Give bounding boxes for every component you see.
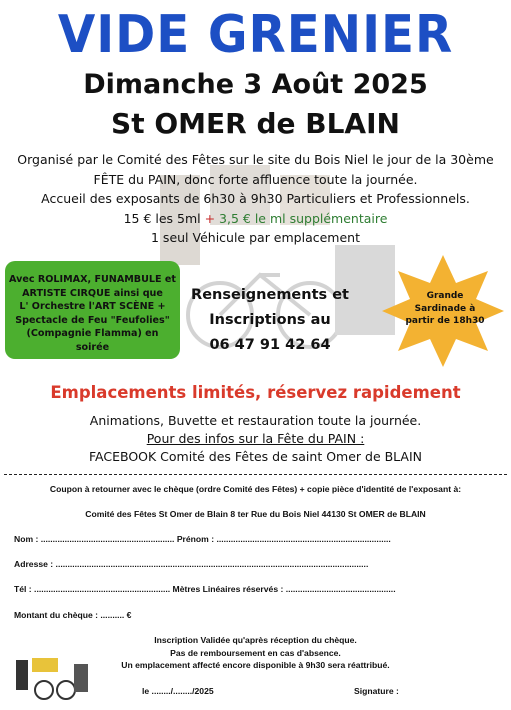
event-date: Dimanche 3 Août 2025 (83, 69, 428, 100)
sardinade-line: partir de 18h30 (405, 316, 485, 326)
entertainment-box (5, 261, 180, 359)
limited-spots-notice: Emplacements limités, réservez rapidement (50, 383, 461, 402)
check-amount-field[interactable]: Montant du chèque : .......... € (14, 610, 132, 620)
price-extra: 3,5 € le ml supplémentaire (219, 210, 388, 226)
contact-phone: 06 47 91 42 64 (209, 337, 331, 353)
entertainment-line: (Compagnie Flamma) en soirée (26, 328, 159, 353)
intro-text (0, 150, 511, 248)
coupon-instructions: Coupon à retourner avec le chèque (ordre Comité des Fêtes) + copie pièce d'identité de l'exposant à: (49, 484, 462, 494)
contact-info (180, 283, 360, 358)
facebook-reference: FACEBOOK Comité des Fêtes de saint Omer de BLAIN (88, 449, 423, 464)
entertainment-line: Avec ROLIMAX, FUNAMBULE et (9, 274, 176, 285)
event-title: VIDE GRENIER (57, 5, 454, 65)
intro-line: 1 seul Véhicule par emplacement (151, 230, 360, 245)
entertainment-line: L' Orchestre l'ART SCÈNE + (19, 301, 166, 312)
note-line: Pas de remboursement en cas d'absence. (170, 647, 341, 658)
animations-text: Animations, Buvette et restauration toute la journée. (89, 413, 422, 428)
sardinade-line: Grande (426, 291, 464, 301)
cut-line-divider (4, 474, 507, 475)
note-line: Un emplacement affecté encore disponible à 9h30 sera réattribué. (121, 660, 390, 670)
sardinade-line: Sardinade à (414, 303, 476, 314)
price-line (0, 209, 511, 229)
date-field[interactable]: le ......../......../2025 (142, 686, 214, 696)
price-plus: + (200, 210, 220, 226)
sardinade-text (400, 290, 490, 328)
mailing-address: Comité des Fêtes St Omer de Blain 8 ter Rue du Bois Niel 44130 St OMER de BLAIN (85, 509, 426, 519)
event-place: St OMER de BLAIN (111, 107, 400, 140)
entertainment-line: ARTISTE CIRQUE ainsi que (22, 287, 163, 299)
intro-line: Organisé par le Comité des Fêtes sur le site du Bois Niel le jour de la 30ème (17, 152, 494, 167)
intro-line: FÊTE du PAIN, donc forte affluence toute la journée. (93, 171, 418, 187)
intro-line: Accueil des exposants de 6h30 à 9h30 Particuliers et Professionnels. (41, 191, 470, 206)
entertainment-line: Spectacle de Feu "Feufolies" (15, 314, 170, 326)
address-field[interactable]: Adresse : ................................................................................................................................... (14, 559, 369, 569)
infos-heading: Pour des infos sur la Fête du PAIN : (146, 431, 365, 446)
contact-line: Renseignements et (191, 287, 349, 303)
name-field[interactable]: Nom : ........................................................ Prénom : ......................................................................... (14, 534, 391, 544)
price-base: 15 € les 5ml (123, 210, 201, 226)
contact-line: Inscriptions au (209, 312, 331, 328)
phone-meters-field[interactable]: Tél : ......................................................... Mètres Linéaires réservés : .............................................. (14, 584, 396, 594)
flyer-thumbnail-image (14, 656, 92, 702)
note-line: Inscription Validée qu'après réception du chèque. (154, 635, 357, 645)
signature-field[interactable]: Signature : (354, 686, 399, 696)
